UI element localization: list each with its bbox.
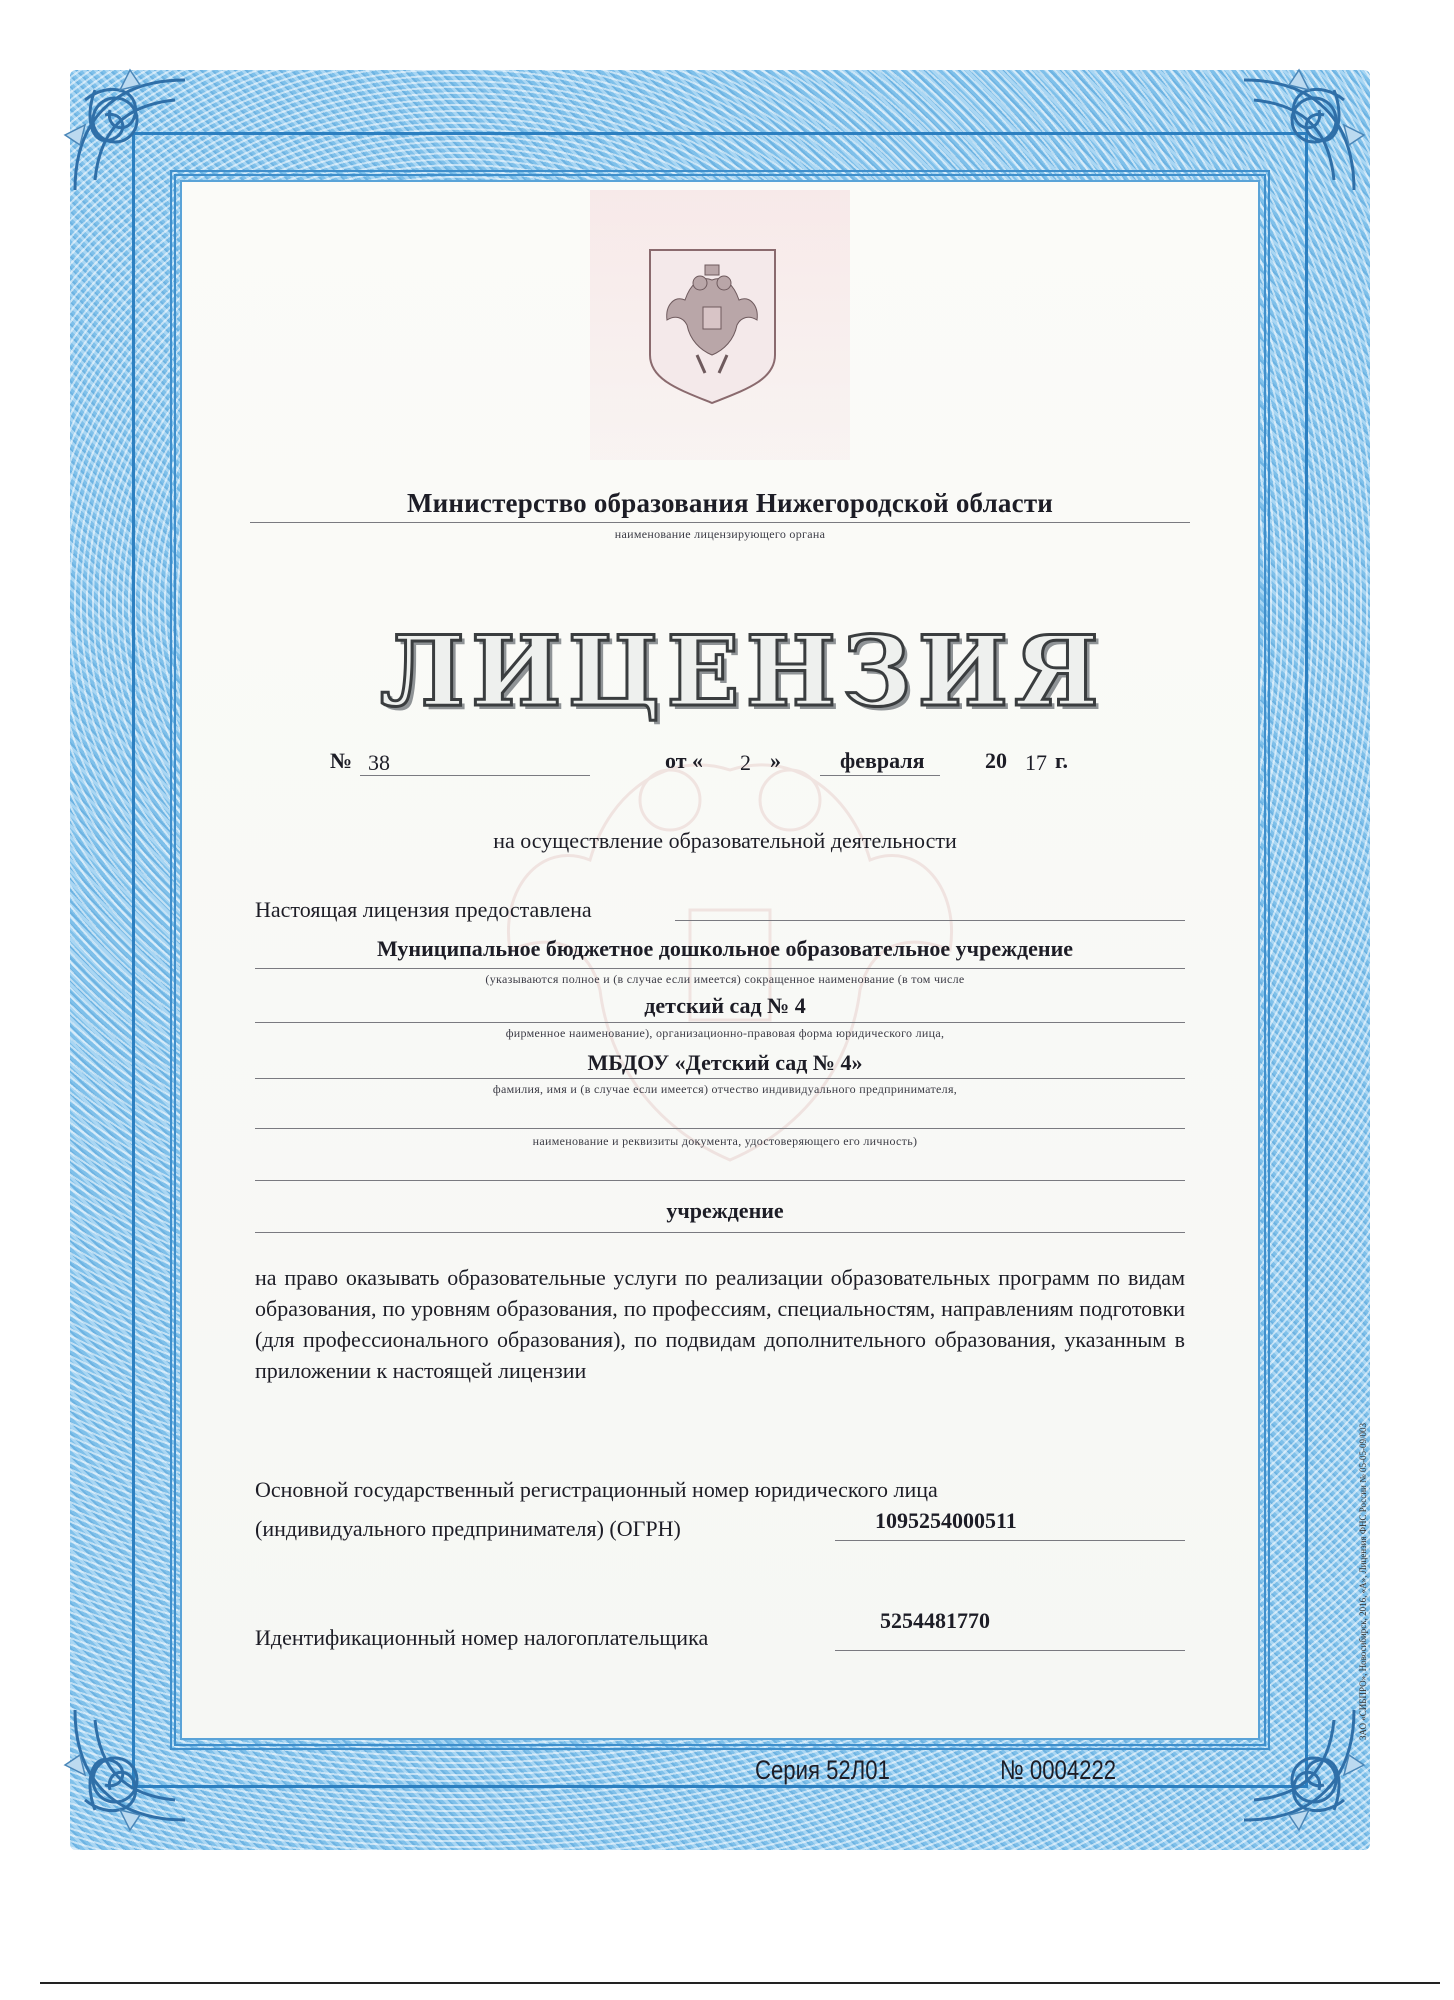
organization-short-name: МБДОУ «Детский сад № 4» [587,1050,863,1075]
caption-legal-form: фирменное наименование), организационно-правовая форма юридического лица, [505,1026,945,1040]
license-month: февраля [840,748,925,773]
date-from-label: от « [665,748,704,773]
underline [835,1650,1185,1651]
issuing-authority-caption: наименование лицензирующего органа [614,527,826,541]
document-title: ЛИЦЕНЗИЯ [380,615,1105,728]
year-label: г. [1055,748,1069,773]
underline [250,522,1190,523]
blank-number: № 0004222 [1000,1755,1117,1785]
inn-label: Идентификационный номер налогоплательщика [255,1625,709,1650]
ogrn-label-line-1: Основной государственный регистрационный номер юридического лица [255,1477,938,1502]
underline [255,1128,1185,1129]
underline [255,968,1185,969]
license-right-paragraph: на право оказывать образовательные услуги по реализации образовательных программ по видам образования, по уровням образования, по профессиям, специальностям, направлениям подготовки (для профессионального образования), по подвидам дополнительного образования, указанным в приложении к настоящей лицензии [255,1265,1185,1383]
ogrn-value: 1095254000511 [875,1508,1017,1533]
underline [835,1540,1185,1541]
underline [255,1078,1185,1079]
caption-identity-doc: наименование и реквизиты документа, удостоверяющего его личность) [532,1134,918,1148]
organization-full-name: Муниципальное бюджетное дошкольное образовательное учреждение [376,936,1074,961]
license-day: 2 [740,750,751,775]
watermark-emblem-icon [470,710,990,1230]
organization-form: учреждение [666,1198,784,1223]
underline [820,775,940,776]
underline [255,1232,1185,1233]
underline [675,920,1185,921]
ogrn-label-line-2: (индивидуального предпринимателя) (ОГРН) [255,1516,681,1541]
corner-ornament-icon [55,1690,205,1840]
corner-ornament-icon [55,60,205,210]
corner-ornament-icon [1224,60,1374,210]
underline [360,775,590,776]
license-year: 17 [1025,750,1047,775]
date-quote-close: » [770,748,781,773]
number-label: № [330,748,353,773]
underline [255,1022,1185,1023]
license-purpose: на осуществление образовательной деятельности [493,828,957,853]
caption-name-note: (указываются полное и (в случае если имеется) сокращенное наименование (в том числе [485,972,965,986]
coat-of-arms-icon [645,245,780,405]
scan-edge-line [40,1982,1440,1984]
organization-name: детский сад № 4 [644,993,806,1018]
caption-entrepreneur: фамилия, имя и (в случае если имеется) отчество индивидуального предпринимателя, [492,1082,958,1096]
blank-series: Серия 52Л01 [755,1755,890,1785]
granted-label: Настоящая лицензия предоставлена [255,897,592,922]
license-number: 38 [368,750,390,775]
inn-value: 5254481770 [880,1608,990,1633]
printer-imprint: ЗАО «СИБПРО», Новосибирск, 2016, «А», Лицензия ФНС России № 05-05-09/003 [1358,1423,1368,1740]
issuing-authority: Министерство образования Нижегородской области [406,488,1054,518]
underline [255,1180,1185,1181]
corner-ornament-icon [1224,1690,1374,1840]
year-prefix: 20 [985,748,1007,773]
